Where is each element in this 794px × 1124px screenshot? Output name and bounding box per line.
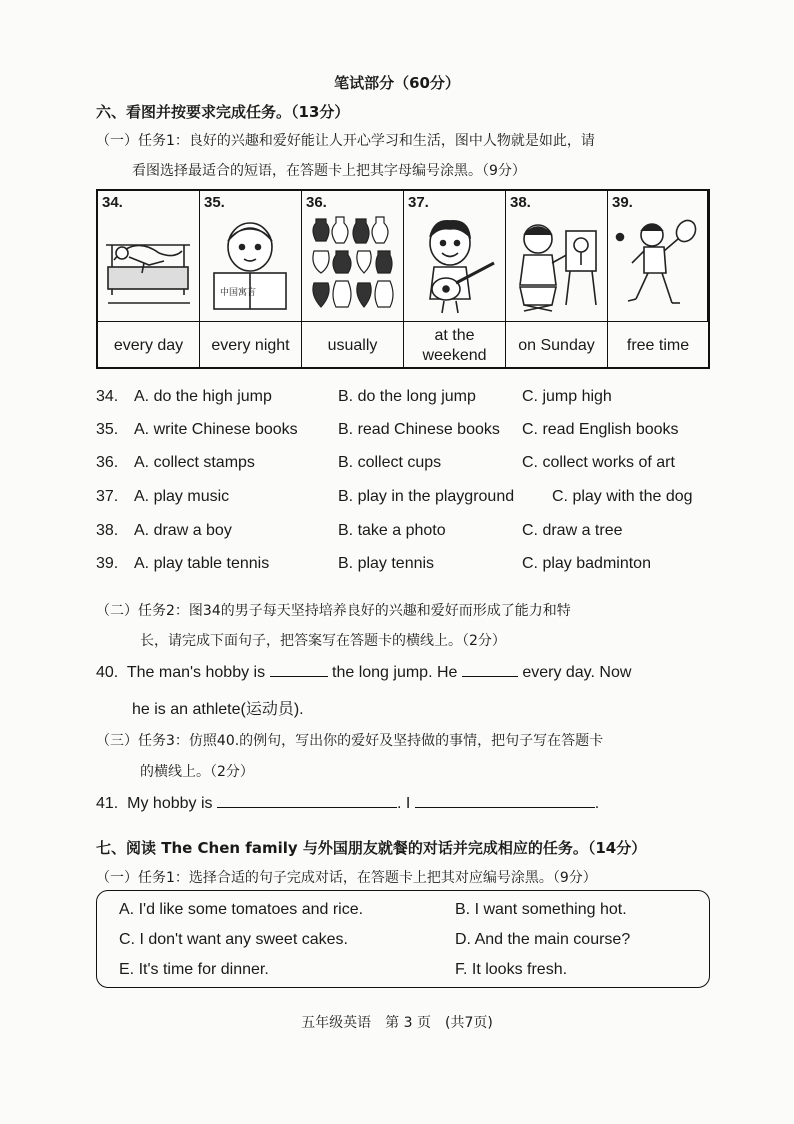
task3-instruction-line2: 的横线上。（2分）: [140, 764, 254, 780]
question-number: 37.: [96, 488, 119, 505]
boy-guitar-icon: [410, 215, 498, 315]
picture-cell-39: [608, 191, 708, 321]
q41-blank-1[interactable]: [217, 807, 397, 808]
option-e-sentence: E. It's time for dinner.: [119, 961, 269, 978]
question-number: 35.: [96, 421, 119, 438]
section7-heading: 七、阅读 The Chen family 与外国朋友就餐的对话并完成相应的任务。（14分）: [96, 839, 647, 857]
high-jump-icon: [104, 215, 192, 315]
option-c: C. read English books: [522, 421, 679, 438]
question-40: [96, 664, 631, 682]
option-a: A. write Chinese books: [134, 421, 298, 438]
question-number: 34.: [96, 388, 119, 405]
picture-number: 39.: [612, 194, 633, 211]
q40-text-part3: every day. Now: [522, 664, 632, 681]
option-b: B. collect cups: [338, 454, 442, 471]
options-box: [96, 890, 710, 988]
option-a-sentence: A. I'd like some tomatoes and rice.: [119, 901, 364, 918]
picture-label: every night: [200, 322, 302, 369]
question-number: 41.: [96, 795, 119, 812]
picture-cell-35: [200, 191, 302, 321]
q40-text-part2: the long jump. He: [332, 664, 458, 681]
question-number: 40.: [96, 664, 119, 681]
book-title-text: 中国寓言: [220, 288, 257, 298]
page-footer: 五年级英语 第 3 页 (共7页): [301, 1015, 493, 1031]
picture-label: on Sunday: [506, 322, 608, 369]
picture-label: every day: [98, 322, 200, 369]
page-title: 笔试部分（60分）: [334, 74, 460, 92]
tennis-player-icon: [614, 215, 702, 315]
q41-blank-2[interactable]: [415, 807, 595, 808]
option-b: B. do the long jump: [338, 388, 476, 405]
option-c: C. draw a tree: [522, 522, 623, 539]
section6-heading: 六、看图并按要求完成任务。（13分）: [96, 103, 350, 121]
boy-painting-icon: [512, 215, 600, 315]
task2-instruction-line2: 长，请完成下面句子，把答案写在答题卡的横线上。（2分）: [140, 633, 506, 649]
question-number: 38.: [96, 522, 119, 539]
picture-number: 37.: [408, 194, 429, 211]
picture-label: at the weekend: [404, 322, 506, 369]
task2-instruction-line1: （二）任务2：图34的男子每天坚持培养良好的兴趣和爱好而形成了能力和特: [96, 603, 571, 619]
option-c: C. jump high: [522, 388, 612, 405]
option-c-sentence: C. I don't want any sweet cakes.: [119, 931, 348, 948]
option-f-sentence: F. It looks fresh.: [455, 961, 568, 978]
q40-text-part1: The man's hobby is: [126, 664, 266, 681]
option-d-sentence: D. And the main course?: [455, 931, 631, 948]
picture-cell-36: [302, 191, 404, 321]
option-c: C. collect works of art: [522, 454, 675, 471]
q40-blank-2[interactable]: [462, 676, 518, 677]
picture-number: 38.: [510, 194, 531, 211]
picture-label: free time: [626, 336, 690, 354]
option-a: A. play music: [134, 488, 230, 505]
option-b-sentence: B. I want something hot.: [455, 901, 627, 918]
task1-instruction-line1: （一）任务1：良好的兴趣和爱好能让人开心学习和生活，图中人物就是如此，请: [96, 133, 595, 149]
option-b: B. read Chinese books: [338, 421, 500, 438]
picture-cell-38: [506, 191, 608, 321]
vases-art-icon: [308, 215, 396, 315]
q41-text-part2: . I: [396, 795, 411, 812]
picture-number: 36.: [306, 194, 327, 211]
picture-label: usually: [302, 322, 404, 369]
section7-task1-instruction: （一）任务1：选择合适的句子完成对话，在答题卡上把其对应编号涂黑。（9分）: [96, 870, 597, 886]
option-c: C. play with the dog: [552, 488, 693, 505]
picture-table: [96, 189, 710, 369]
task1-instruction-line2: 看图选择最适合的短语，在答题卡上把其字母编号涂黑。（9分）: [132, 163, 526, 179]
option-a: A. do the high jump: [134, 388, 272, 405]
picture-number: 35.: [204, 194, 225, 211]
boy-reading-icon: [206, 215, 294, 315]
question-41: [96, 795, 599, 813]
q41-end: .: [594, 795, 600, 812]
picture-cell-34: [98, 191, 200, 321]
option-a: A. collect stamps: [134, 454, 255, 471]
option-a: A. draw a boy: [134, 522, 232, 539]
q40-line2: he is an athlete(运动员).: [132, 701, 304, 718]
option-b: B. play in the playground: [338, 488, 515, 505]
q41-text-part1: My hobby is: [127, 795, 213, 812]
picture-number: 34.: [102, 194, 123, 211]
option-b: B. take a photo: [338, 522, 446, 539]
option-c: C. play badminton: [522, 555, 651, 572]
question-number: 36.: [96, 454, 119, 471]
question-number: 39.: [96, 555, 119, 572]
task3-instruction-line1: （三）任务3：仿照40.的例句，写出你的爱好及坚持做的事情，把句子写在答题卡: [96, 733, 604, 749]
picture-cell-37: [404, 191, 506, 321]
q40-blank-1[interactable]: [270, 676, 328, 677]
option-a: A. play table tennis: [134, 555, 270, 572]
option-b: B. play tennis: [338, 555, 435, 572]
